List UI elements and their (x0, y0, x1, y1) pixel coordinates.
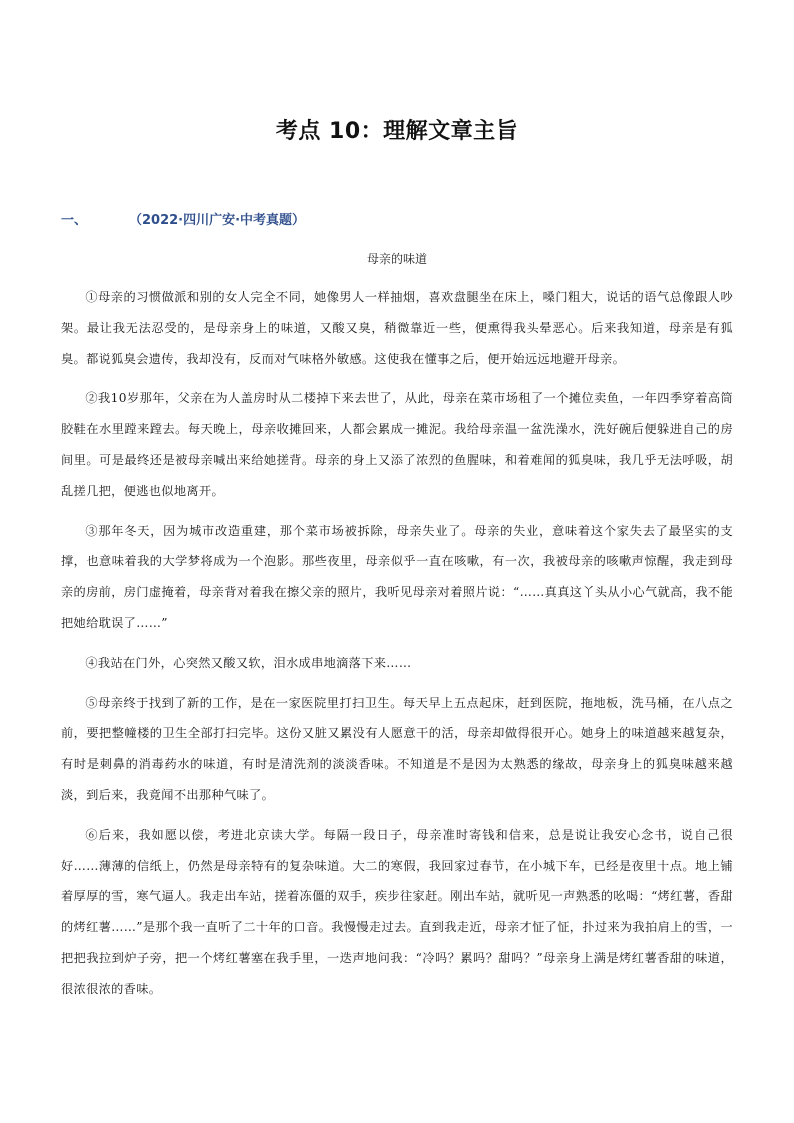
article-body (61, 282, 733, 1014)
paragraph-3: ③那年冬天，因为城市改造重建，那个菜市场被拆除，母亲失业了。母亲的失业，意味着这个家失去了最坚实的支撑，也意味着我的大学梦将成为一个泡影。那些夜里，母亲似乎一直在咳嗽，有一次，我被母亲的咳嗽声惊醒，我走到母亲的房前，房门虚掩着，母亲背对着我在擦父亲的照片，我听见母亲对着照片说：“……真真这丫头从小心气就高，我不能把她给耽误了……” (61, 523, 733, 630)
question-number: 一、 (61, 213, 88, 228)
paragraph-6: ⑥后来，我如愿以偿，考进北京读大学。每隔一段日子，母亲准时寄钱和信来，总是说让我安心念书，说自己很好……薄薄的信纸上，仍然是母亲特有的复杂味道。大二的寒假，我回家过春节，在小城下车，已经是夜里十点。地上铺着厚厚的雪，寒气逼人。我走出车站，搓着冻僵的双手，疾步往家赶。刚出车站，就听见一声熟悉的吆喝：“烤红薯，香甜的烤红薯……”是那个我一直听了二十年的口音。我慢慢走过去。直到我走近，母亲才怔了怔，扑过来为我拍肩上的雪，一把把我拉到炉子旁，把一个烤红薯塞在我手里，一迭声地问我：“冷吗？累吗？甜吗？”母亲身上满是烤红薯香甜的味道，很浓很浓的香味。 (61, 827, 733, 996)
paragraph-2: ②我10岁那年，父亲在为人盖房时从二楼掉下来去世了，从此，母亲在菜市场租了一个摊位卖鱼，一年四季穿着高筒胶鞋在水里蹚来蹚去。每天晚上，母亲收摊回来，人都会累成一摊泥。我给母亲温一盆洗澡水，洗好碗后便躲进自己的房间里。可是最终还是被母亲喊出来给她搓背。母亲的身上又添了浓烈的鱼腥味，和着难闻的狐臭味，我几乎无法呼吸，胡乱搓几把，便逃也似地离开。 (61, 391, 733, 498)
article-title: 母亲的味道 (366, 252, 427, 266)
paragraph-4: ④我站在门外，心突然又酸又软，泪水成串地滴落下来…… (85, 655, 412, 670)
page-title: 考点 10：理解文章主旨 (275, 119, 519, 144)
paragraph-1: ①母亲的习惯做派和别的女人完全不同，她像男人一样抽烟，喜欢盘腿坐在床上，嗓门粗大，说话的语气总像跟人吵架。最让我无法忍受的，是母亲身上的味道，又酸又臭，稍微靠近一些，便熏得我头晕恶心。后来我知道，母亲是有狐臭。都说狐臭会遗传，我却没有，反而对气味格外敏感。这使我在懂事之后，便开始远远地避开母亲。 (61, 290, 733, 366)
question-header (61, 209, 305, 228)
paragraph-5: ⑤母亲终于找到了新的工作，是在一家医院里打扫卫生。每天早上五点起床，赶到医院，拖地板，洗马桶，在八点之前，要把整幢楼的卫生全部打扫完毕。这份又脏又累没有人愿意干的活，母亲却做得很开心。她身上的味道越来越复杂，有时是刺鼻的消毒药水的味道，有时是清洗剂的淡淡香味。不知道是不是因为太熟悉的缘故，母亲身上的狐臭味越来越淡，到后来，我竟闻不出那种气味了。 (61, 695, 733, 802)
question-source: （2022·四川广安·中考真题） (129, 213, 306, 228)
